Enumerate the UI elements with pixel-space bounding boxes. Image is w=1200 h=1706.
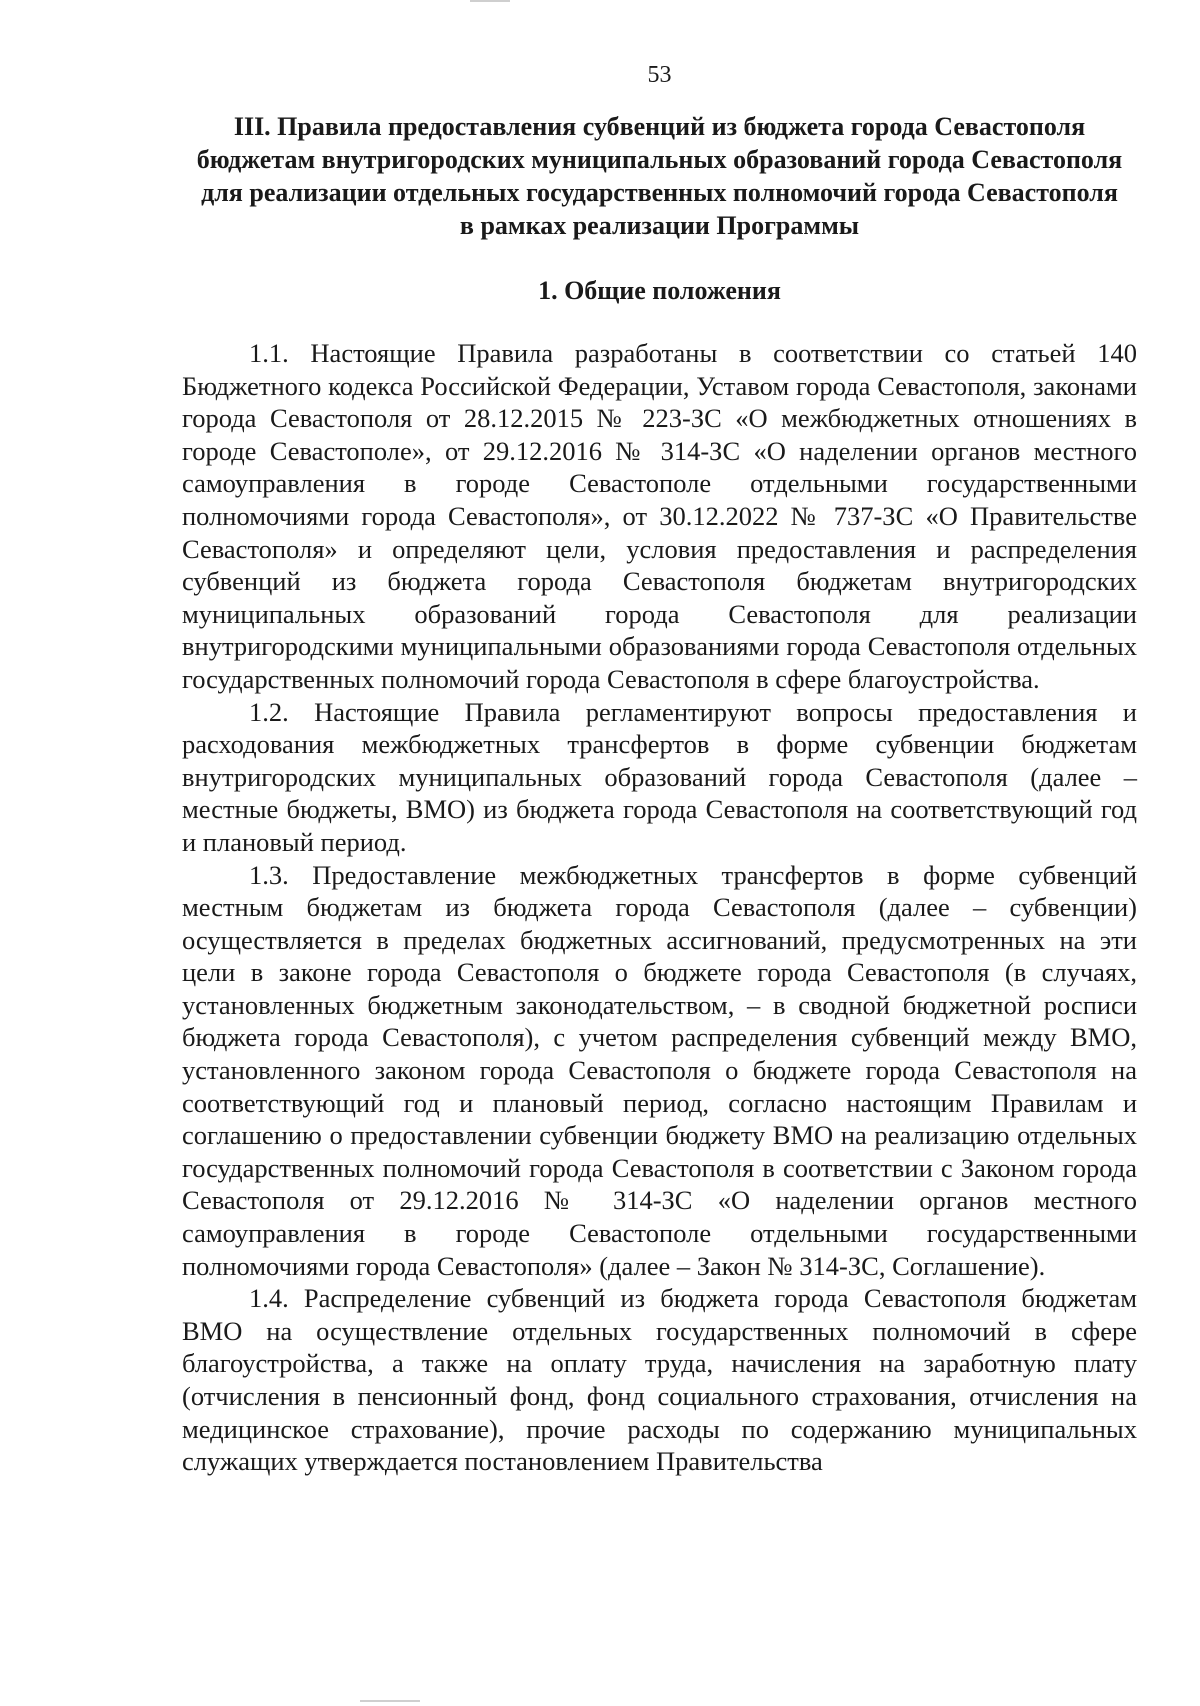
page-number: 53	[647, 62, 672, 88]
paragraph-1-2: 1.2. Настоящие Правила регламентируют вопросы предоставления и расходования межбюджетных трансфертов в форме субвенции бюджетам внутригородских муниципальных образований города Севастополя (далее – местные бюджеты, ВМО) из бюджета города Севастополя на соответствующий год и плановый период.	[182, 696, 1137, 857]
paragraph-1-4: 1.4. Распределение субвенций из бюджета города Севастополя бюджетам ВМО на осуществление отдельных государственных полномочий в сфере благоустройства, а также на оплату труда, начисления на заработную плату (отчисления в пенсионный фонд, фонд социального страхования, отчисления на медицинское страхование), прочие расходы по содержанию муниципальных служащих утверждается постановлением Правительства	[182, 1283, 1137, 1477]
section-title: III. Правила предоставления субвенций из бюджета города Севастополя бюджетам внутригородских муниципальных образований города Севастополя для реализации отдельных государственных полномочий города Севастополя в рамках реализации Программы	[196, 112, 1123, 240]
subsection-title: 1. Общие положения	[538, 276, 781, 305]
scan-artifact-top	[470, 0, 510, 2]
document-page	[182, 60, 1137, 1478]
paragraph-1-1: 1.1. Настоящие Правила разработаны в соответствии со статьей 140 Бюджетного кодекса Российской Федерации, Уставом города Севастополя, законами города Севастополя от 28.12.2015 № 223-ЗС «О межбюджетных отношениях в городе Севастополе», от 29.12.2016 № 314-ЗС «О наделении органов местного самоуправления в городе Севастополе отдельными государственными полномочиями города Севастополя», от 30.12.2022 № 737-ЗС «О Правительстве Севастополя» и определяют цели, условия предоставления и распределения субвенций из бюджета города Севастополя бюджетам внутригородских муниципальных образований города Севастополя для реализации внутригородскими муниципальными образованиями города Севастополя отдельных государственных полномочий города Севастополя в сфере благоустройства.	[182, 338, 1137, 694]
scan-artifact-bottom	[360, 1700, 420, 1702]
paragraph-1-3: 1.3. Предоставление межбюджетных трансфертов в форме субвенций местным бюджетам из бюджета города Севастополя (далее – субвенции) осуществляется в пределах бюджетных ассигнований, предусмотренных на эти цели в законе города Севастополя о бюджете города Севастополя (в случаях, установленных бюджетным законодательством, – в сводной бюджетной росписи бюджета города Севастополя), с учетом распределения субвенций между ВМО, установленного законом города Севастополя о бюджете города Севастополя на соответствующий год и плановый период, согласно настоящим Правилам и соглашению о предоставлении субвенции бюджету ВМО на реализацию отдельных государственных полномочий города Севастополя в соответствии с Законом города Севастополя от 29.12.2016 № 314-ЗС «О наделении органов местного самоуправления в городе Севастополе отдельными государственными полномочиями города Севастополя» (далее – Закон № 314-ЗС, Соглашение).	[182, 859, 1137, 1281]
